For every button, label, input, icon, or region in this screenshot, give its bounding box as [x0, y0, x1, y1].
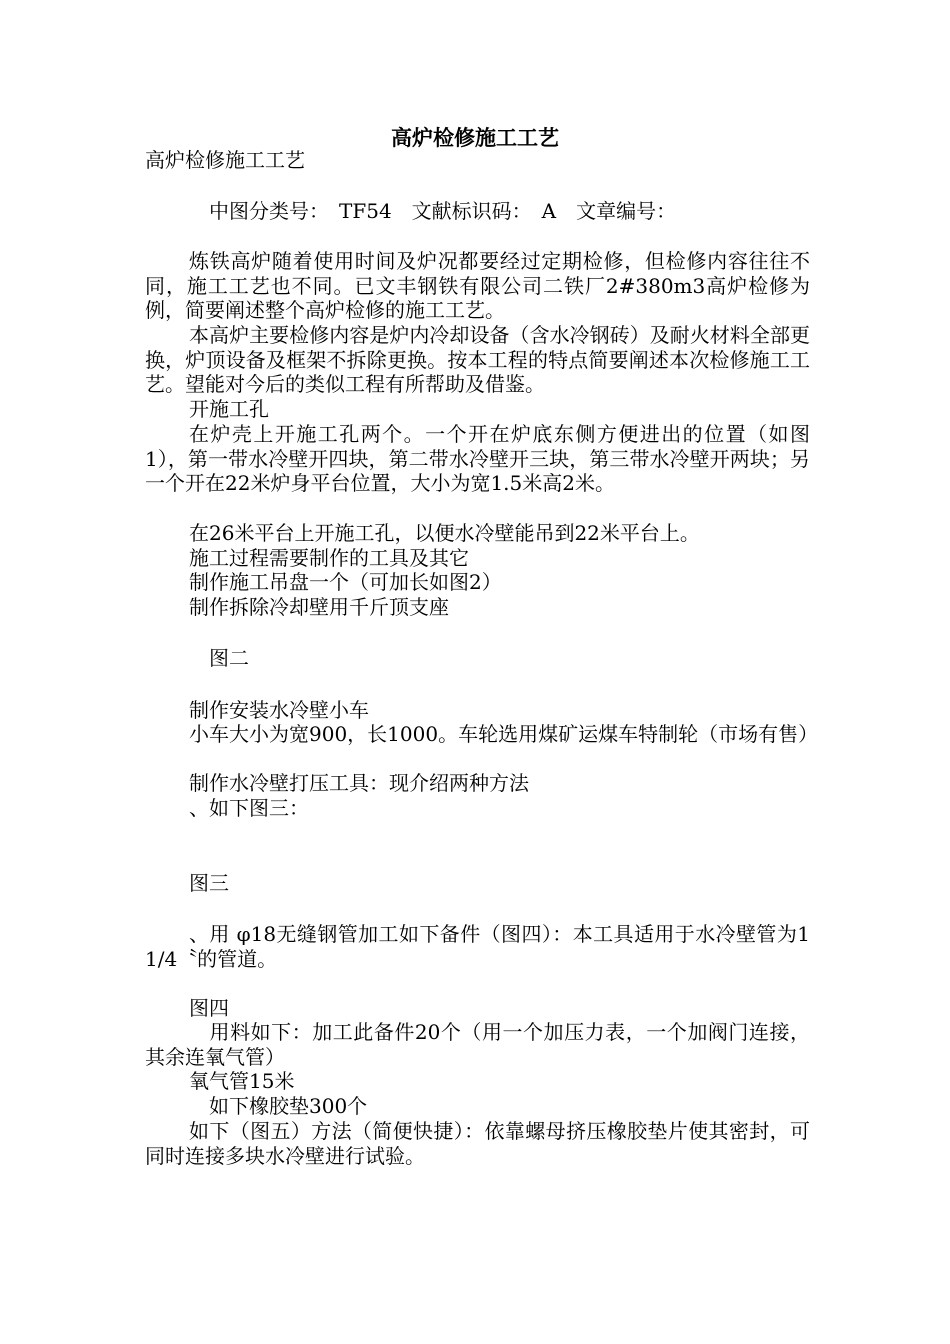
line-oxygen-pipe: 氧气管15米: [189, 1069, 295, 1093]
paragraph-26m-platform: 在26米平台上开施工孔，以便水冷壁能吊到22米平台上。: [189, 521, 700, 545]
figure-2-caption: 图二: [189, 646, 249, 670]
line-figure-3-intro: 、如下图三：: [189, 796, 309, 820]
line-install-cart: 制作安装水冷壁小车: [189, 698, 369, 722]
paragraph-hole-positions: 在炉壳上开施工孔两个。一个开在炉底东侧方便进出的位置（如图1），第一带水冷壁开四块，第二带水冷壁开三块，第三带水冷壁开两块；另一个开在22米炉身平台位置，大小为宽1.5米高2米。: [145, 422, 810, 496]
heading-tools: 施工过程需要制作的工具及其它: [189, 546, 469, 570]
classification-line: 中图分类号： TF54 文献标识码： A 文章编号：: [189, 199, 677, 223]
line-hanging-tray: 制作施工吊盘一个（可加长如图2）: [189, 570, 502, 594]
paragraph-scope: 本高炉主要检修内容是炉内冷却设备（含水冷钢砖）及耐火材料全部更换，炉顶设备及框架不拆除更换。按本工程的特点简要阐述本次检修施工工艺。望能对今后的类似工程有所帮助及借鉴。: [145, 323, 810, 397]
document-title: 高炉检修施工工艺: [391, 125, 559, 150]
figure-3-caption: 图三: [189, 871, 229, 895]
line-rubber-gasket: 如下橡胶垫300个: [189, 1094, 368, 1118]
paragraph-steel-pipe: 、用 φ18无缝钢管加工如下备件（图四）：本工具适用于水冷壁管为11/4〝的管道。: [145, 922, 810, 971]
document-subtitle: 高炉检修施工工艺: [145, 148, 305, 172]
paragraph-materials: 用料如下：加工此备件20个（用一个加压力表，一个加阀门连接，其余连氧气管）: [145, 1020, 810, 1069]
line-pressure-tool: 制作水冷壁打压工具：现介绍两种方法: [189, 771, 529, 795]
figure-4-caption: 图四: [189, 996, 229, 1020]
paragraph-intro: 炼铁高炉随着使用时间及炉况都要经过定期检修，但检修内容往往不同，施工工艺也不同。已文丰钢铁有限公司二铁厂2#380m3高炉检修为例，简要阐述整个高炉检修的施工工艺。: [145, 249, 810, 323]
paragraph-figure-5-method: 如下（图五）方法（简便快捷）：依靠螺母挤压橡胶垫片使其密封，可同时连接多块水冷壁进行试验。: [145, 1119, 810, 1168]
heading-open-hole: 开施工孔: [189, 397, 269, 421]
paragraph-cart-size: 小车大小为宽900，长1000。车轮选用煤矿运煤车特制轮（市场有售）: [189, 722, 819, 746]
line-jack-support: 制作拆除冷却壁用千斤顶支座: [189, 595, 449, 619]
